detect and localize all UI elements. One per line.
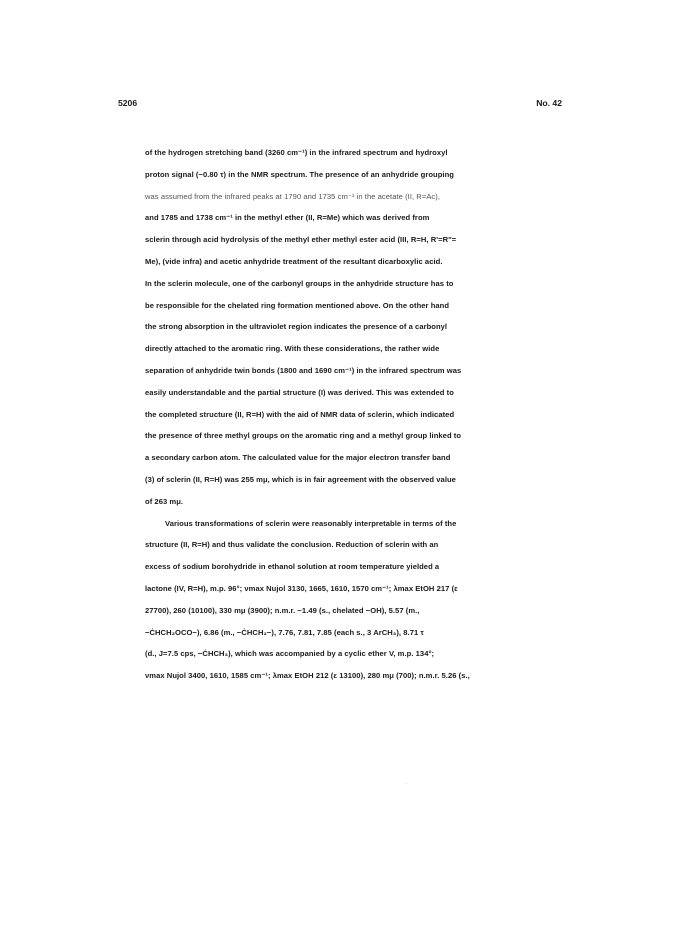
stray-mark: · <box>405 781 407 787</box>
journal-issue-number: No. 42 <box>536 98 562 108</box>
text-line: (3) of sclerin (II, R=H) was 255 mμ, which is in fair agreement with the observed value <box>145 474 456 484</box>
page-header <box>118 98 562 112</box>
text-line: νmax Nujol 3400, 1610, 1585 cm⁻¹; λmax EtOH 212 (ε 13100), 280 mμ (700); n.m.r. 5.26 (s., <box>145 671 470 681</box>
text-line: Various transformations of sclerin were reasonably interpretable in terms of the <box>165 518 457 528</box>
text-line: of the hydrogen stretching band (3260 cm⁻¹) in the infrared spectrum and hydroxyl <box>145 148 448 157</box>
text-line: proton signal (−0.80 τ) in the NMR spectrum. The presence of an anhydride grouping <box>145 169 454 179</box>
text-line: was assumed from the infrared peaks at 1790 and 1735 cm⁻¹ in the acetate (II, R=Ac), <box>145 191 441 201</box>
paragraph-2 <box>145 513 545 687</box>
text-line: a secondary carbon atom. The calculated value for the major electron transfer band <box>145 453 451 463</box>
text-line: excess of sodium borohydride in ethanol solution at room temperature yielded a <box>145 562 440 572</box>
page-number: 5206 <box>118 98 138 108</box>
text-line: be responsible for the chelated ring formation mentioned above. On the other hand <box>145 300 450 310</box>
text-line: lactone (IV, R=H), m.p. 96°; νmax Nujol 3130, 1665, 1610, 1570 cm⁻¹; λmax EtOH 217 (ε <box>145 583 458 593</box>
text-line: directly attached to the aromatic ring. With these considerations, the rather wide <box>145 344 440 354</box>
text-line: of 263 mμ. <box>145 496 184 506</box>
text-line: structure (II, R=H) and thus validate the conclusion. Reduction of sclerin with an <box>145 540 439 550</box>
text-line: the strong absorption in the ultraviolet region indicates the presence of a carbonyl <box>145 322 448 332</box>
text-line: Me), (vide infra) and acetic anhydride treatment of the resultant dicarboxylic acid. <box>145 256 443 266</box>
text-line: In the sclerin molecule, one of the carbonyl groups in the anhydride structure has to <box>145 278 454 288</box>
text-line: the completed structure (II, R=H) with the aid of NMR data of sclerin, which indicated <box>145 409 455 419</box>
text-line: separation of anhydride twin bonds (1800 and 1690 cm⁻¹) in the infrared spectrum was <box>145 365 462 375</box>
text-line: and 1785 and 1738 cm⁻¹ in the methyl ether (II, R=Me) which was derived from <box>145 213 430 223</box>
text-line: 27700), 260 (10100), 330 mμ (3900); n.m.r. −1.49 (s., chelated −OH), 5.57 (m., <box>145 605 420 615</box>
text-line: easily understandable and the partial structure (I) was derived. This was extended to <box>145 387 454 397</box>
body-text <box>145 142 545 687</box>
paragraph-1 <box>145 142 545 513</box>
text-line: the presence of three methyl groups on the aromatic ring and a methyl group linked to <box>145 431 462 441</box>
text-line: −ĊHCH₂OCO−), 6.86 (m., −ĊHCH₂−), 7.76, 7.81, 7.85 (each s., 3 ArCH₃), 8.71 τ <box>145 627 424 637</box>
text-line: (d., J=7.5 cps, −ĊHCH₃), which was accompanied by a cyclic ether V, m.p. 134°; <box>145 649 435 659</box>
text-line: sclerin through acid hydrolysis of the methyl ether methyl ester acid (III, R=H, R'=R"= <box>145 235 457 245</box>
